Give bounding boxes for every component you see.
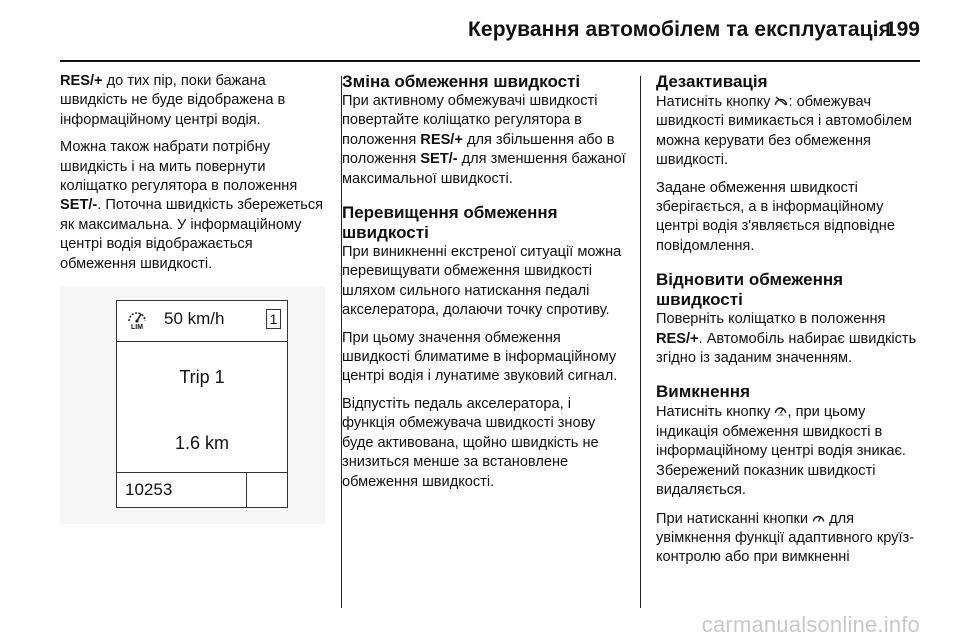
paragraph: Натисніть кнопку : обмежувач швидкості вимикається і автомобілем можна керувати без обмеження швидкості. — [656, 94, 912, 169]
column-divider — [640, 76, 641, 608]
page-number: 199 — [884, 18, 920, 41]
paragraph: Поверніть коліщатко в положення RES/+. Автомобіль набирає швидкість згідно із заданим значенням. — [656, 311, 917, 367]
paragraph: Можна також набрати потрібну швидкість і на мить повернути коліщатко регулятора в положення SET/-. Поточна швидкість збережеться як максимальна. У інформаційному центрі водія відображається обмеження швидкості. — [60, 139, 324, 272]
display-bottom-bar — [117, 472, 287, 507]
key-label: SET/- — [60, 197, 98, 214]
column-2 — [342, 72, 628, 500]
trip-label: Trip 1 — [179, 367, 225, 387]
key-label: SET/- — [420, 151, 458, 168]
header-divider — [60, 60, 920, 62]
display-top-bar — [117, 301, 287, 342]
paragraph: При натисканні кнопки для увімкнення функції адаптивного круїз-контролю або при вимкненні — [656, 510, 915, 566]
section-heading: Дезактивація — [656, 72, 768, 91]
svg-text:LIM: LIM — [778, 413, 784, 417]
section-heading: Вимкнення — [656, 382, 750, 402]
section-heading: Зміна обмеження швидкості — [342, 72, 581, 91]
paragraph: Відпустіть педаль акселератора, і функція обмежувача швидкості знову буде активована, щойно швидкість не знизиться менше за встановлене обмеження швидкості. — [342, 395, 599, 490]
display-empty-cell — [246, 473, 287, 507]
watermark: carmanualsonline.info — [701, 612, 920, 637]
paragraph: При цьому значення обмеження швидкості блиматиме в інформаційному центрі водія і лунатиме звуковий сигнал. — [342, 329, 618, 385]
speed-limiter-icon — [774, 402, 787, 421]
page-title: Керування автомобілем та експлуатація — [468, 18, 891, 41]
paragraph: RES/+ до тих пір, поки бажана швидкість не буде відображена в інформаційному центрі водія. — [60, 73, 286, 128]
paragraph: При активному обмежувачі швидкості повертайте коліщатко регулятора в положення RES/+ для збільшення або в положення SET/- для зменшення бажаної максимальної швидкості. — [342, 93, 626, 187]
paragraph: Задане обмеження швидкості зберігається, а в інформаційному центрі водія з'являється відповідне повідомлення. — [656, 179, 895, 254]
key-label: RES/+ — [420, 131, 463, 148]
section-heading: Перевищення обмеження швидкості — [342, 203, 558, 243]
lim-label: LIM — [130, 324, 144, 331]
speed-limiter-icon — [125, 307, 149, 332]
instrument-display-illustration — [60, 286, 325, 524]
section-heading: Відновити обмеження швидкості — [656, 270, 844, 310]
speed-limit-value: 50 km/h — [164, 309, 225, 328]
speed-limiter-off-icon — [774, 92, 788, 111]
odometer-value: 10253 — [125, 480, 173, 499]
paragraph: Натисніть кнопку LIM , при цьому індикація обмеження швидкості в інформаційному центрі водія зникає. Збережений показник швидкості видаляється. — [656, 404, 906, 499]
display-slot-indicator: 1 — [266, 309, 281, 329]
trip-distance: 1.6 km — [174, 433, 230, 453]
key-label: RES/+ — [656, 330, 699, 347]
column-3 — [656, 72, 924, 576]
key-label: RES/+ — [60, 73, 103, 89]
driver-info-display — [116, 300, 288, 508]
cruise-control-icon — [812, 509, 825, 528]
column-1 — [60, 72, 328, 282]
paragraph: При виникненні екстреної ситуації можна перевищувати обмеження швидкості шляхом сильного натискання педалі акселератора, долаючи точку спротиву. — [342, 244, 622, 319]
